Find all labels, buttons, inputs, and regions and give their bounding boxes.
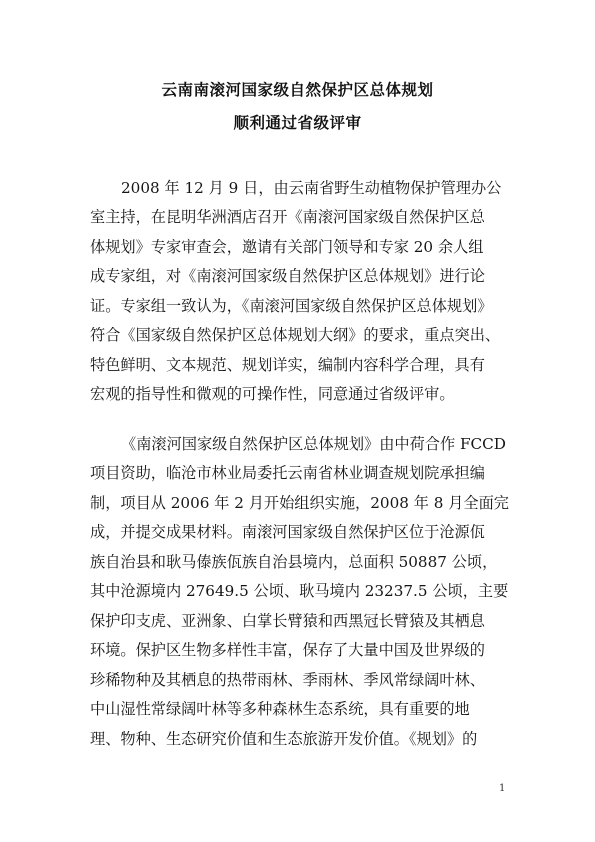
paragraph-2-line-7: 保护印支虎、亚洲象、白掌长臂猿和西黑冠长臂猿及其栖息 (90, 612, 485, 630)
paragraph-2-line-1: 《南滚河国家级自然保护区总体规划》由中荷合作 FCCD (121, 435, 506, 453)
paragraph-1-line-8: 宏观的指导性和微观的可操作性，同意通过省级评审。 (90, 385, 455, 403)
paragraph-2-line-10: 中山湿性常绿阔叶林等多种森林生态系统，具有重要的地 (90, 700, 470, 718)
page-number: 1 (499, 783, 506, 794)
paragraph-1-line-1: 2008 年 12 月 9 日，由云南省野生动植物保护管理办公 (121, 179, 502, 197)
paragraph-2-line-5: 族自治县和耿马傣族佤族自治县境内，总面积 50887 公顷， (90, 553, 498, 571)
paragraph-1-line-6: 符合《国家级自然保护区总体规划大纲》的要求，重点突出、 (90, 326, 501, 344)
paragraph-2-line-8: 环境。保护区生物多样性丰富，保存了大量中国及世界级的 (90, 641, 485, 659)
paragraph-2-line-2: 项目资助，临沧市林业局委托云南省林业调查规划院承担编 (90, 464, 485, 482)
paragraph-2-line-6: 其中沧源境内 27649.5 公顷、耿马境内 23237.5 公顷，主要 (90, 582, 509, 600)
paragraph-1-line-7: 特色鲜明、文本规范、规划详实，编制内容科学合理，具有 (90, 356, 485, 374)
paragraph-2-line-3: 制，项目从 2006 年 2 月开始组织实施，2008 年 8 月全面完 (90, 494, 509, 512)
document-title-line-2: 顺利通过省级评审 (233, 114, 362, 132)
paragraph-1-line-4: 成专家组，对《南滚河国家级自然保护区总体规划》进行论 (90, 267, 485, 285)
document-title-line-1: 云南南滚河国家级自然保护区总体规划 (161, 81, 434, 99)
paragraph-2-line-11: 理、物种、生态研究价值和生态旅游开发价值。《规划》的 (90, 730, 478, 748)
paragraph-2-line-4: 成，并提交成果材料。南滚河国家级自然保护区位于沧源佤 (90, 523, 485, 541)
paragraph-1-line-5: 证。专家组一致认为，《南滚河国家级自然保护区总体规划》 (90, 297, 493, 315)
paragraph-2-line-9: 珍稀物种及其栖息的热带雨林、季雨林、季风常绿阔叶林、 (90, 671, 485, 689)
paragraph-1-line-3: 体规划》专家审查会，邀请有关部门领导和专家 20 余人组 (90, 238, 484, 256)
paragraph-1-line-2: 室主持，在昆明华洲酒店召开《南滚河国家级自然保护区总 (90, 208, 485, 226)
